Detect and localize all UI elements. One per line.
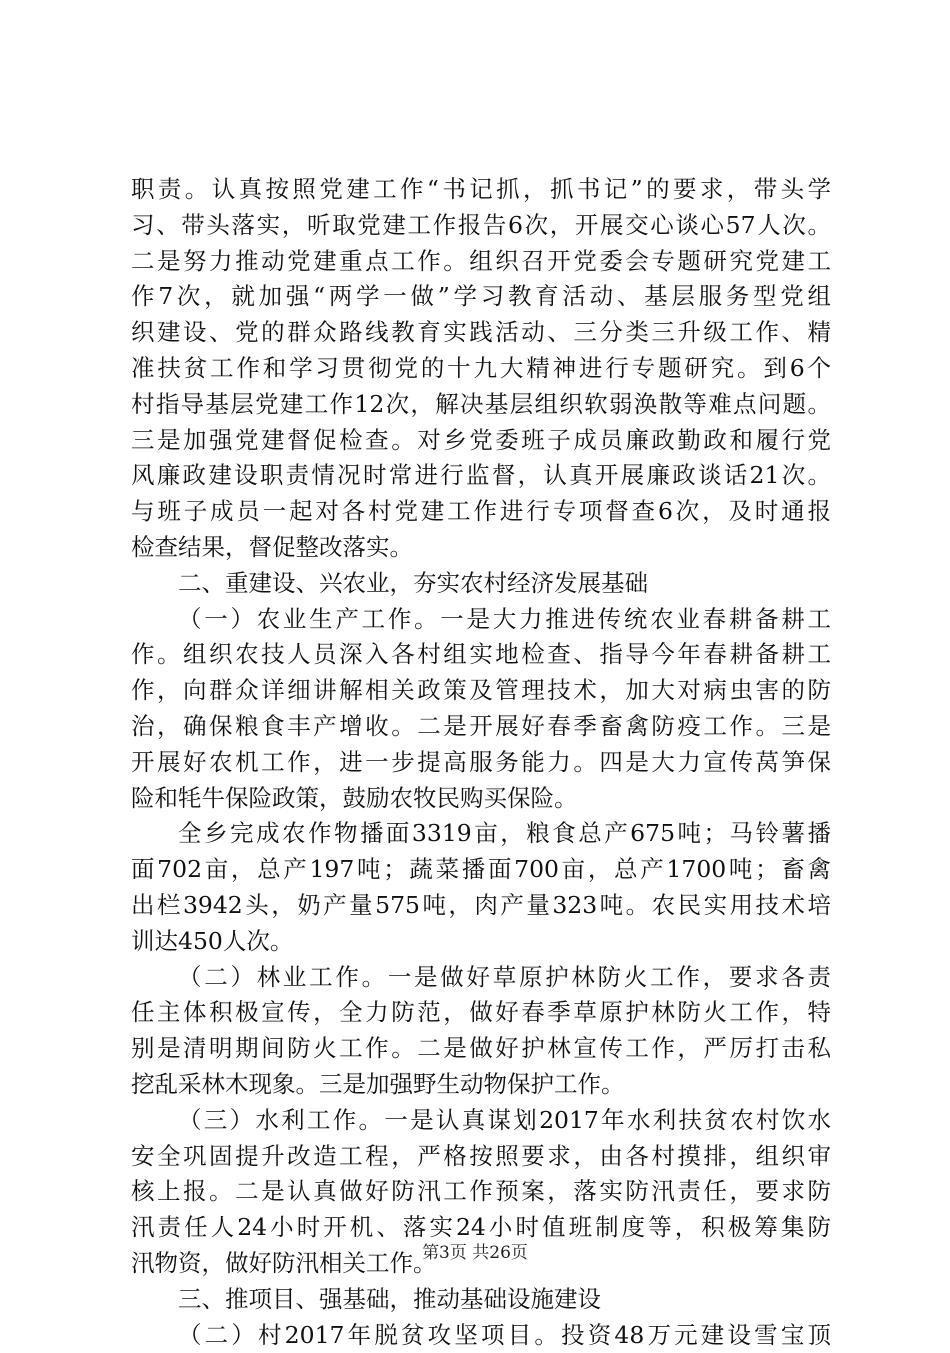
text-line: 核上报。二是认真做好防汛工作预案，落实防汛责任，要求防 (131, 1174, 831, 1210)
text-line: （三）水利工作。一是认真谋划2017年水利扶贫农村饮水 (131, 1103, 831, 1139)
text-line: 汛物资，做好防汛相关工作。 (131, 1246, 831, 1282)
text-line: 准扶贫工作和学习贯彻党的十九大精神进行专题研究。到6个 (131, 351, 831, 387)
page-footer: 第3页 共26页 (0, 1238, 950, 1263)
text-line: 作，向群众详细讲解相关政策及管理技术，加大对病虫害的防 (131, 673, 831, 709)
text-line: 与班子成员一起对各村党建工作进行专项督查6次，及时通报 (131, 494, 831, 530)
text-line: 治，确保粮食丰产增收。二是开展好春季畜禽防疫工作。三是 (131, 709, 831, 745)
text-line: 三是加强党建督促检查。对乡党委班子成员廉政勤政和履行党 (131, 423, 831, 459)
text-line: 职责。认真按照党建工作“书记抓，抓书记”的要求，带头学 (131, 172, 831, 208)
text-line: 别是清明期间防火工作。二是做好护林宣传工作，严厉打击私 (131, 1031, 831, 1067)
text-line: 险和牦牛保险政策，鼓励农牧民购买保险。 (131, 781, 831, 817)
text-line: 面702亩，总产197吨；蔬菜播面700亩，总产1700吨；畜禽 (131, 852, 831, 888)
text-line: 织建设、党的群众路线教育实践活动、三分类三升级工作、精 (131, 315, 831, 351)
text-line: 汛责任人24小时开机、落实24小时值班制度等，积极筹集防 (131, 1210, 831, 1246)
text-line: 村指导基层党建工作12次，解决基层组织软弱涣散等难点问题。 (131, 387, 831, 423)
text-line: 三、推项目、强基础，推动基础设施建设 (131, 1282, 831, 1318)
document-body (131, 172, 831, 1353)
text-line: 全乡完成农作物播面3319亩，粮食总产675吨；马铃薯播 (131, 816, 831, 852)
text-line: 二、重建设、兴农业，夯实农村经济发展基础 (131, 566, 831, 602)
text-line: 习、带头落实，听取党建工作报告6次，开展交心谈心57人次。 (131, 208, 831, 244)
text-line: （二）村2017年脱贫攻坚项目。投资48万元建设雪宝顶 (131, 1318, 831, 1353)
text-line: 检查结果，督促整改落实。 (131, 530, 831, 566)
text-line: 作。组织农技人员深入各村组实地检查、指导今年春耕备耕工 (131, 637, 831, 673)
text-line: 出栏3942头，奶产量575吨，肉产量323吨。农民实用技术培 (131, 888, 831, 924)
text-line: 开展好农机工作，进一步提高服务能力。四是大力宣传莴笋保 (131, 745, 831, 781)
text-line: 训达450人次。 (131, 924, 831, 960)
text-line: 风廉政建设职责情况时常进行监督，认真开展廉政谈话21次。 (131, 458, 831, 494)
text-line: 作7次，就加强“两学一做”学习教育活动、基层服务型党组 (131, 279, 831, 315)
text-line: （一）农业生产工作。一是大力推进传统农业春耕备耕工 (131, 602, 831, 638)
text-line: （二）林业工作。一是做好草原护林防火工作，要求各责 (131, 960, 831, 996)
text-line: 二是努力推动党建重点工作。组织召开党委会专题研究党建工 (131, 244, 831, 280)
text-line: 安全巩固提升改造工程，严格按照要求，由各村摸排，组织审 (131, 1139, 831, 1175)
text-line: 挖乱采林木现象。三是加强野生动物保护工作。 (131, 1067, 831, 1103)
text-line: 任主体积极宣传，全力防范，做好春季草原护林防火工作，特 (131, 995, 831, 1031)
